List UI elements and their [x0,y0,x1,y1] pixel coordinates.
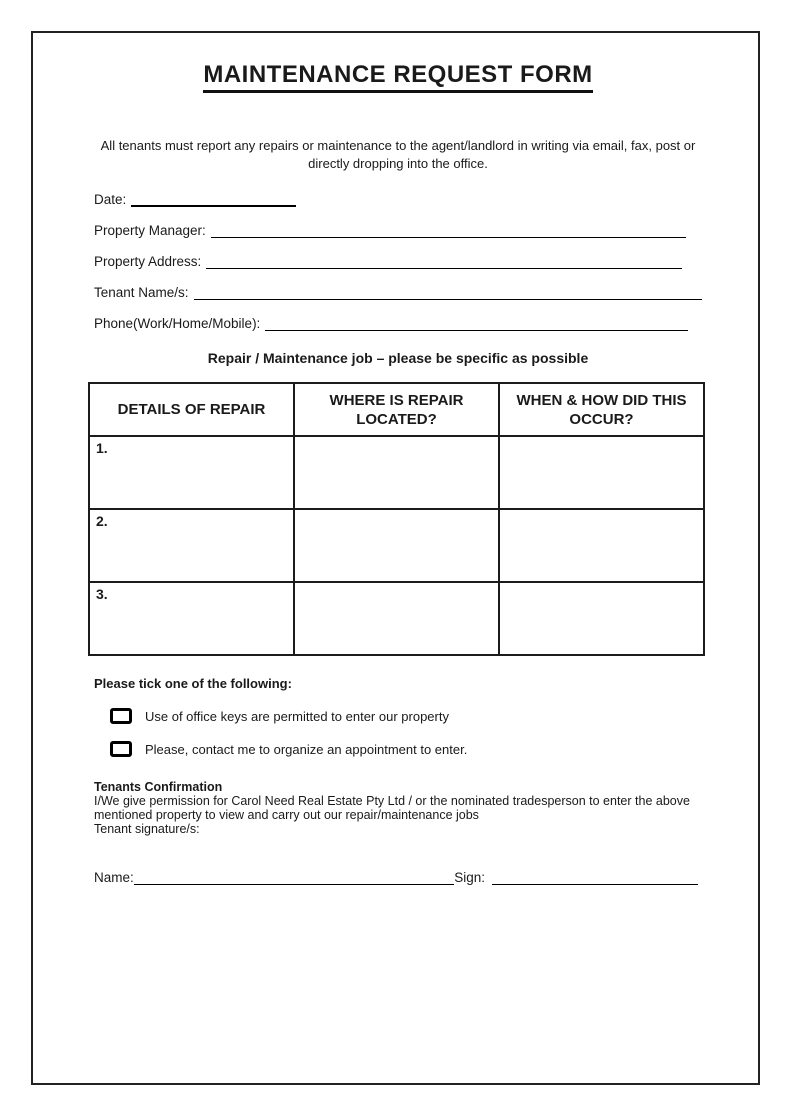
row-number: 3. [96,586,108,602]
row-number: 2. [96,513,108,529]
tenants-confirmation-section [94,780,702,836]
repair-table-header-row [89,383,704,436]
property-address-label: Property Address: [94,254,202,269]
name-label: Name: [94,870,134,885]
office-keys-checkbox[interactable] [110,708,132,724]
date-input-line[interactable] [131,194,296,207]
date-field-row [94,193,702,207]
property-address-field-row [94,255,702,269]
name-input-line[interactable] [134,872,454,885]
appointment-option-label: Please, contact me to organize an appointment to enter. [145,741,468,757]
sign-label: Sign: [454,870,485,885]
row1-location-cell[interactable] [294,436,499,509]
property-manager-input-line[interactable] [211,225,686,238]
row2-occurrence-cell[interactable] [499,509,704,582]
column-header-occurrence: WHEN & HOW DID THIS OCCUR? [499,383,704,436]
appointment-checkbox[interactable] [110,741,132,757]
tenants-confirmation-heading: Tenants Confirmation [94,780,223,794]
row1-occurrence-cell[interactable] [499,436,704,509]
property-manager-label: Property Manager: [94,223,206,238]
row3-occurrence-cell[interactable] [499,582,704,655]
column-header-details: DETAILS OF REPAIR [89,383,294,436]
appointment-option-row [110,741,702,757]
intro-text: All tenants must report any repairs or maintenance to the agent/landlord in writing via email, fax, post or directly dropping into the office. [100,138,696,171]
repair-table-caption: Repair / Maintenance job – please be specific as possible [207,350,589,366]
row2-location-cell[interactable] [294,509,499,582]
tenant-name-label: Tenant Name/s: [94,285,189,300]
page-title: MAINTENANCE REQUEST FORM [203,61,592,93]
table-row [89,509,704,582]
tenants-confirmation-body: I/We give permission for Carol Need Real Estate Pty Ltd / or the nominated tradesperson to enter the above mentioned property to view and carry out our repair/maintenance jobs [94,794,690,822]
row1-details-cell[interactable] [89,436,294,509]
phone-input-line[interactable] [265,318,688,331]
tick-instruction: Please tick one of the following: [94,676,292,691]
office-keys-option-row [110,708,702,724]
page-border-frame [31,31,760,1085]
table-row [89,436,704,509]
property-address-input-line[interactable] [206,256,682,269]
contact-fields [94,193,702,331]
repair-table [88,382,705,656]
property-manager-field-row [94,224,702,238]
name-sign-row [94,870,698,885]
phone-field-row [94,317,702,331]
phone-label: Phone(Work/Home/Mobile): [94,316,261,331]
table-row [89,582,704,655]
row2-details-cell[interactable] [89,509,294,582]
column-header-location: WHERE IS REPAIR LOCATED? [294,383,499,436]
tenant-name-input-line[interactable] [194,287,702,300]
office-keys-option-label: Use of office keys are permitted to enter our property [145,708,449,724]
tenant-name-field-row [94,286,702,300]
sign-input-line[interactable] [492,872,698,885]
row-number: 1. [96,440,108,456]
row3-location-cell[interactable] [294,582,499,655]
date-label: Date: [94,192,127,207]
row3-details-cell[interactable] [89,582,294,655]
tenant-signature-label: Tenant signature/s: [94,822,200,836]
